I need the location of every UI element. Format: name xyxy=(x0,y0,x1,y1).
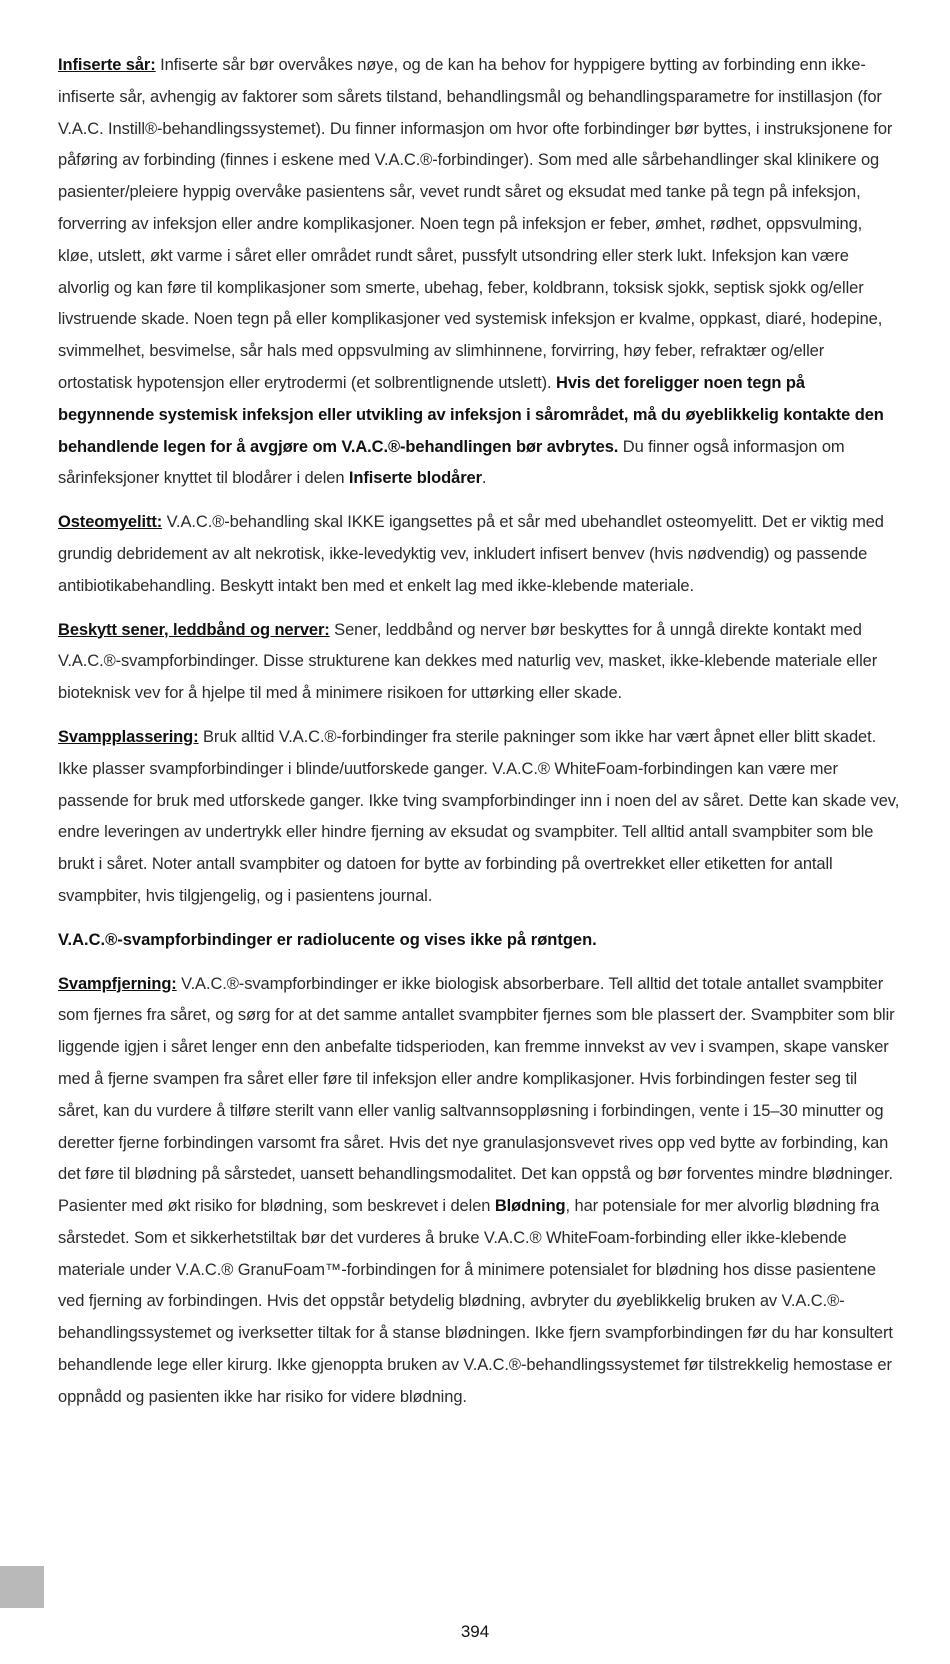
infection-warning: Hvis det foreligger noen tegn på begynnende systemisk infeksjon eller utvikling av infeksjon i sårområdet, må du øyeblikkelig kontakte den behandlende legen for å avgjøre om V.A.C.®-behandlingen bør avbrytes. xyxy=(58,373,884,456)
foam-removal-heading: Svampfjerning: xyxy=(58,974,177,993)
document-body xyxy=(58,50,900,1426)
foam-removal-paragraph xyxy=(58,969,900,1414)
protect-tendons-text: Sener, leddbånd og nerver bør beskyttes for å unngå direkte kontakt med V.A.C.®-svampforbindinger. Disse strukturene kan dekkes med naturlig vev, masket, ikke-klebende materiale eller bioteknisk vev for å hjelpe til med å minimere risikoen for uttørking eller skade. xyxy=(58,620,878,703)
foam-placement-heading: Svampplassering: xyxy=(58,727,199,746)
radiolucent-note: V.A.C.®-svampforbindinger er radiolucente og vises ikke på røntgen. xyxy=(58,930,597,949)
foam-removal-text: V.A.C.®-svampforbindinger er ikke biologisk absorberbare. Tell alltid det totale antallet svampbiter som fjernes fra såret, og sørg for at det samme antallet svampbiter fjernes som ble plassert der. Svampbiter som blir liggende igjen i såret lenger enn den anbefalte tidsperioden, kan fremme innvekst av vev i svampen, skape vansker med å fjerne svampen fra såret eller føre til infeksjon eller andre komplikasjoner. Hvis forbindingen fester seg til såret, kan du vurdere å tilføre sterilt vann eller vanlig saltvannsoppløsning i forbindingen, vente i 15–30 minutter og deretter fjerne forbindingen varsomt fra såret. Hvis det nye granulasjonsvevet rives opp ved bytte av forbinding, kan det føre til blødning på sårstedet, uansett behandlingsmodalitet. Det kan oppstå og bør forventes mindre blødninger. Pasienter med økt risiko for blødning, som beskrevet i delen xyxy=(58,974,895,1216)
osteomyelitis-text: V.A.C.®-behandling skal IKKE igangsettes på et sår med ubehandlet osteomyelitt. Det er viktig med grundig debridement av alt nekrotisk, ikke-levedyktig vev, inkludert infisert benvev (hvis nødvendig) og passende antibiotikabehandling. Beskytt intakt ben med et enkelt lag med ikke-klebende materiale. xyxy=(58,513,884,595)
protect-tendons-heading: Beskytt sener, leddbånd og nerver: xyxy=(58,620,330,639)
foam-placement-paragraph xyxy=(58,722,900,913)
page-number: 394 xyxy=(460,1622,490,1641)
side-tab-marker xyxy=(0,1566,44,1608)
protect-tendons-paragraph xyxy=(58,615,900,710)
infected-wounds-heading: Infiserte sår: xyxy=(58,56,156,74)
infected-wounds-end: . xyxy=(481,469,487,488)
osteomyelitis-paragraph xyxy=(58,507,900,602)
bleeding-reference: Blødning xyxy=(494,1197,566,1216)
infected-wounds-text-cont: Du finner også informasjon om sårinfeksjoner knyttet til blodårer i delen xyxy=(58,437,845,488)
foam-removal-text-cont: , har potensiale for mer alvorlig blødning fra sårstedet. Som et sikkerhetstiltak bør det vurderes å bruke V.A.C.® WhiteFoam-forbinding eller ikke-klebende materiale under V.A.C.® GranuFoam™-forbindingen for å minimere potensialet for blødning hos disse pasientene ved fjerning av forbindingen. Hvis det oppstår betydelig blødning, avbryter du øyeblikkelig bruken av V.A.C.®-behandlingssystemet og iverksetter tiltak for å stanse blødningen. Ikke fjern svampforbindingen før du har konsultert behandlende lege eller kirurg. Ikke gjenoppta bruken av V.A.C.®-behandlingssystemet før tilstrekkelig hemostase er oppnådd og pasienten ikke har risiko for videre blødning. xyxy=(58,1197,893,1406)
infected-vessels-reference: Infiserte blodårer xyxy=(348,469,482,488)
infected-wounds-text: Infiserte sår bør overvåkes nøye, og de kan ha behov for hyppigere bytting av forbinding enn ikke-infiserte sår, avhengig av faktorer som sårets tilstand, behandlingsmål og behandlingsparametre for instillasjon (for V.A.C. Instill®-behandlingssystemet). Du finner informasjon om hvor ofte forbindinger bør byttes, i instruksjonene for påføring av forbinding (finnes i eskene med V.A.C.®-forbindinger). Som med alle sårbehandlinger skal klinikere og pasienter/pleiere hyppig overvåke pasientens sår, vevet rundt såret og eksudat med tanke på tegn på infeksjon, forverring av infeksjon eller andre komplikasjoner. Noen tegn på infeksjon er feber, ømhet, rødhet, oppsvulming, kløe, utslett, økt varme i såret eller området rundt såret, pussfylt utsondring eller sterk lukt. Infeksjon kan være alvorlig og kan føre til komplikasjoner som smerte, ubehag, feber, koldbrann, toksisk sjokk, septisk sjokk og/eller livstruende skade. Noen tegn på eller komplikasjoner ved systemisk infeksjon er kvalme, oppkast, diaré, hodepine, svimmelhet, besvimelse, sår hals med oppsvulming av slimhinnene, forvirring, høy feber, refraktær og/eller ortostatisk hypotensjon eller erytrodermi (et solbrentlignende utslett). xyxy=(58,56,893,392)
infected-wounds-paragraph xyxy=(58,50,900,495)
osteomyelitis-heading: Osteomyelitt: xyxy=(58,513,163,532)
foam-placement-text: Bruk alltid V.A.C.®-forbindinger fra sterile pakninger som ikke har vært åpnet eller blitt skadet. Ikke plasser svampforbindinger i blinde/uutforskede ganger. V.A.C.® WhiteFoam-forbindingen kan være mer passende for bruk med utforskede ganger. Ikke tving svampforbindinger inn i noen del av såret. Dette kan skade vev, endre leveringen av undertrykk eller hindre fjerning av eksudat og svampbiter. Tell alltid antall svampbiter som ble brukt i såret. Noter antall svampbiter og datoen for bytte av forbinding på overtrekket eller etiketten for antall svampbiter, hvis tilgjengelig, og i pasientens journal. xyxy=(58,727,900,905)
